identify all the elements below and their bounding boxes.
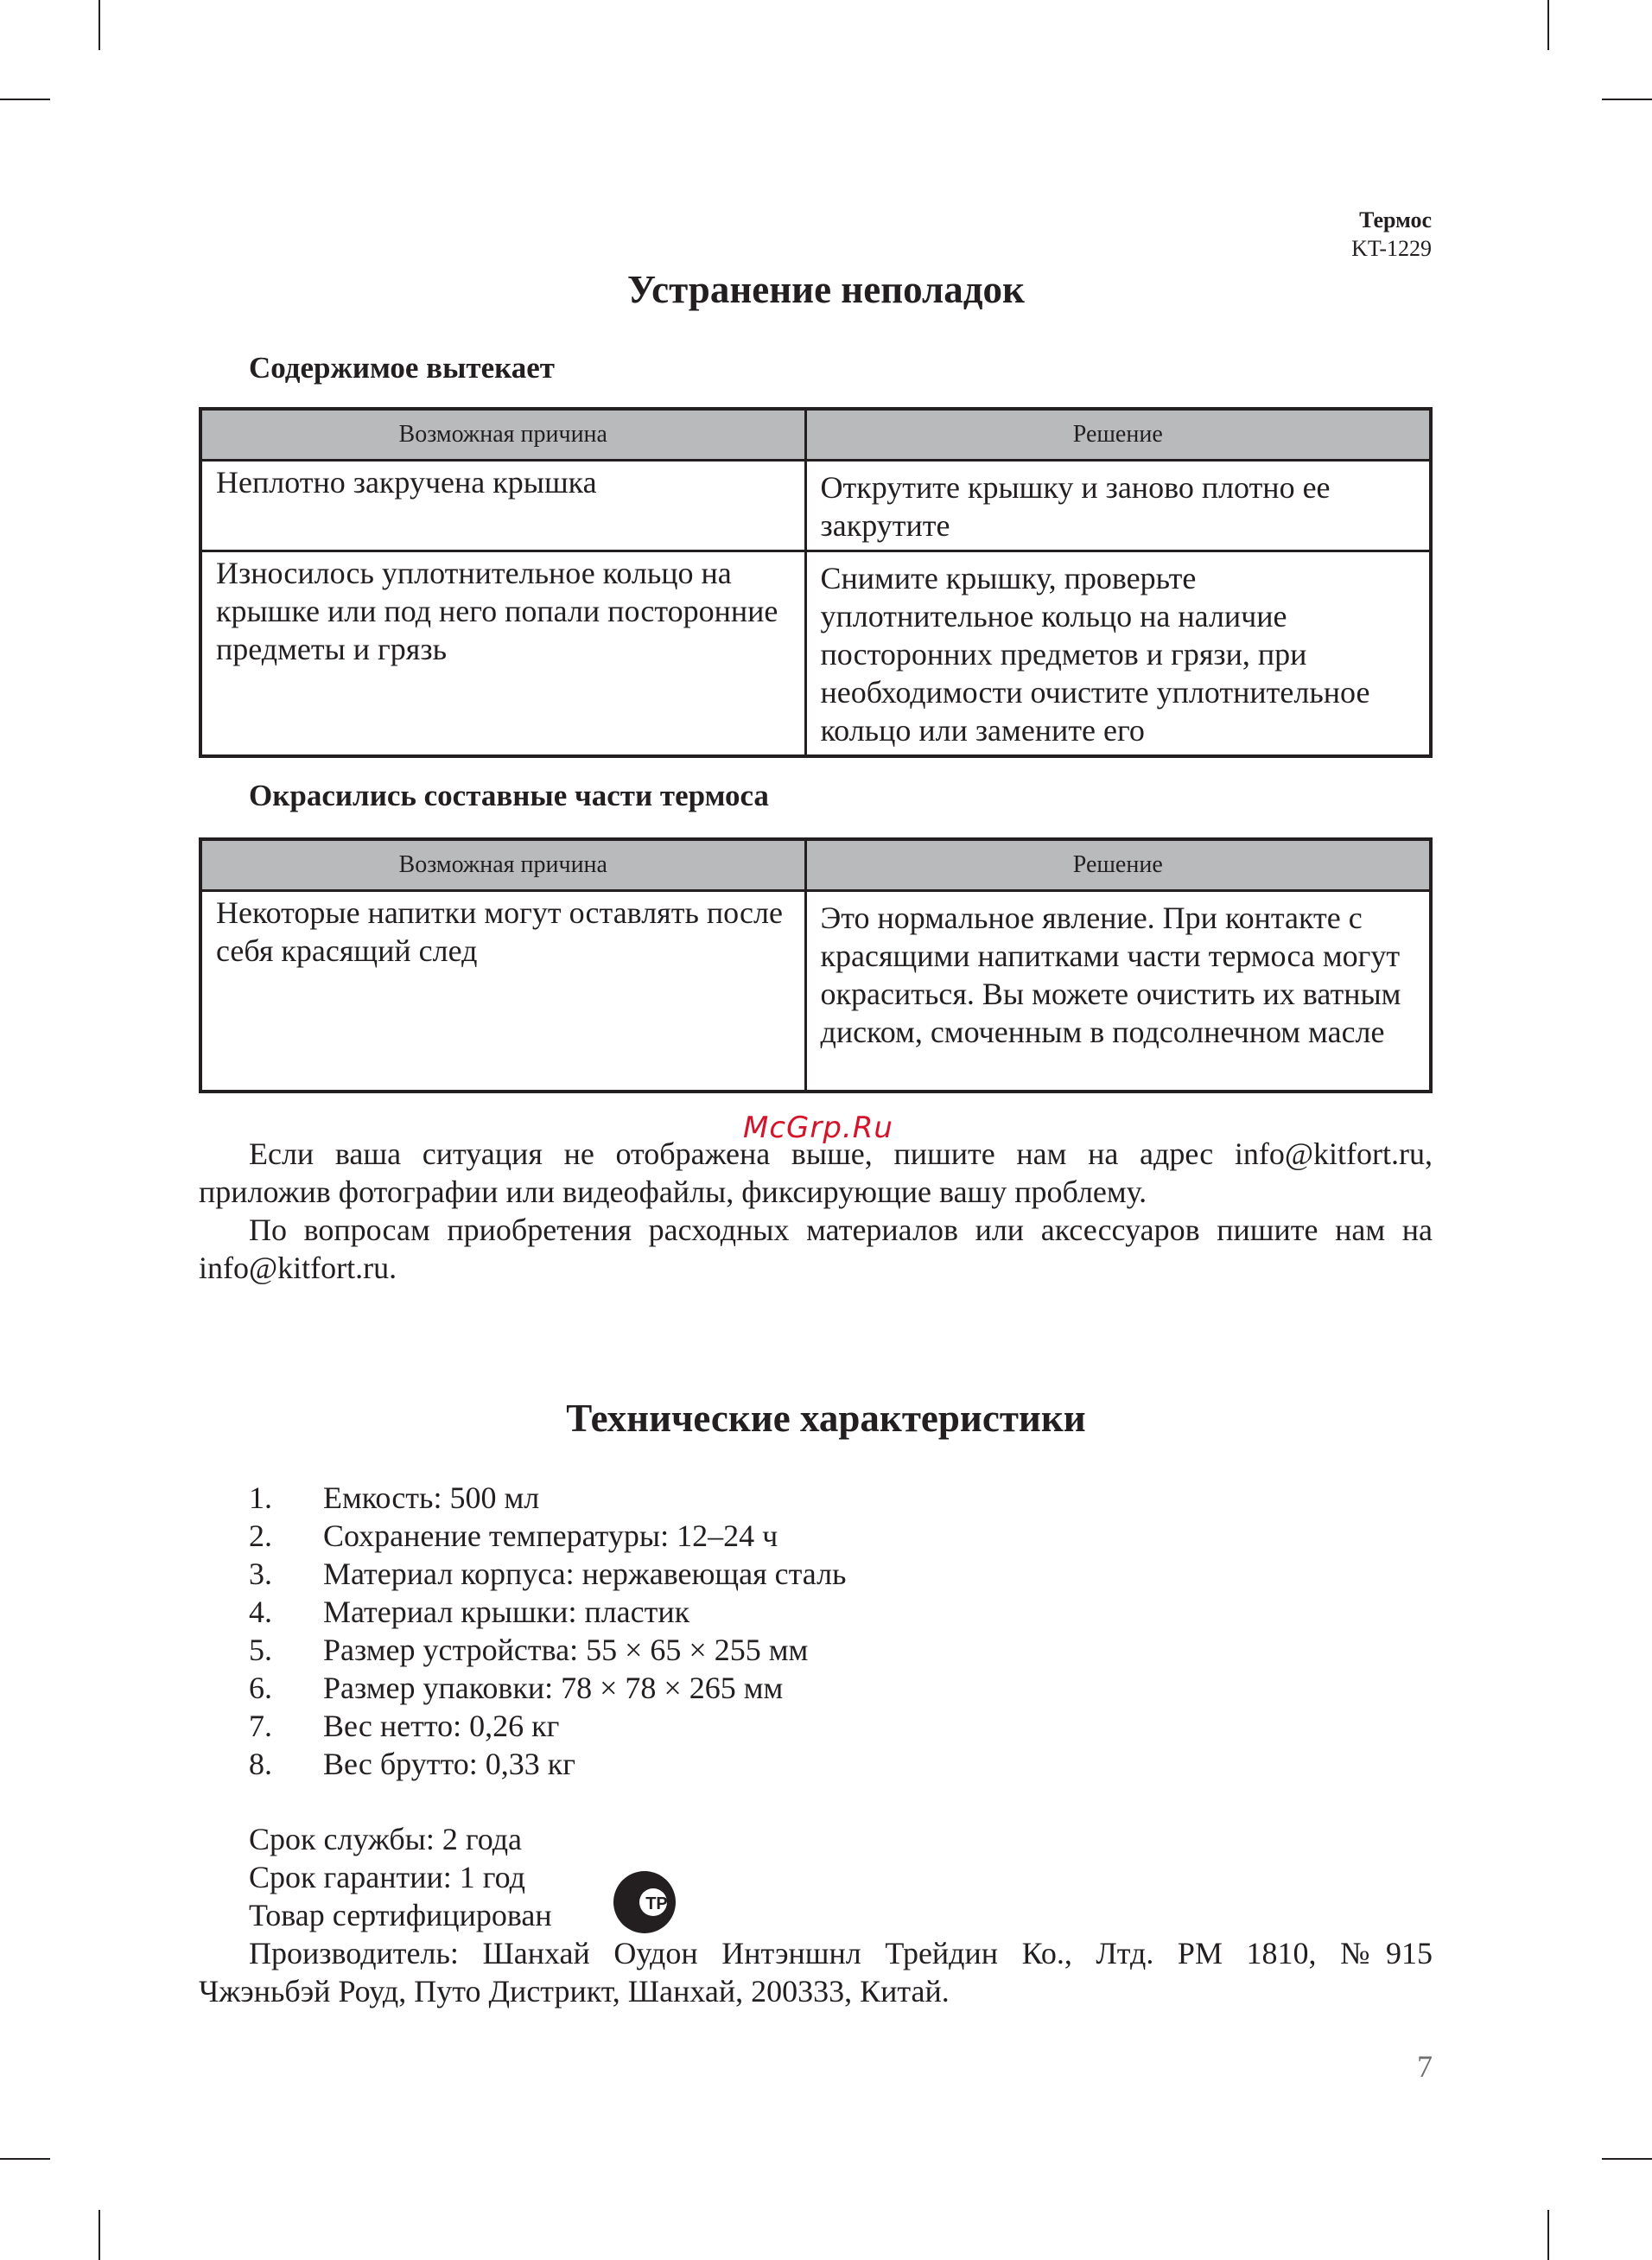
accessories-note <box>199 1211 1433 1287</box>
column-header-cause: Возможная причина <box>200 839 805 891</box>
cause-cell: Износилось уплотнительное кольцо на крышке или под него попали посторонние предметы и грязь <box>200 551 805 757</box>
list-item-text: Размер устройства: 55 × 65 × 255 мм <box>323 1633 809 1667</box>
specs-list <box>249 1479 846 1783</box>
solution-cell: Снимите крышку, проверьте уплотнительное кольцо на наличие посторонних предметов и грязи, при необходимости очистите уплотнительное кольцо или замените его <box>805 551 1431 757</box>
table-header-row <box>200 839 1431 891</box>
cert-mark-text: ТР <box>645 1894 668 1913</box>
column-header-cause: Возможная причина <box>200 409 805 461</box>
solution-cell: Это нормальное явление. При контакте с красящими напитками части термоса могут окраситься. Вы можете очистить их ватным диском, смоченным в подсолнечном масле <box>805 891 1431 1092</box>
crop-mark <box>0 2158 50 2160</box>
list-item-number: 6. <box>249 1671 272 1705</box>
section-heading-stain: Окрасились составные части термоса <box>249 779 769 812</box>
list-item-text: Материал крышки: пластик <box>323 1595 690 1629</box>
list-item-number: 3. <box>249 1557 272 1591</box>
list-item <box>249 1745 846 1783</box>
table-row <box>200 461 1431 551</box>
list-item-number: 8. <box>249 1747 272 1781</box>
accessories-note-text: По вопросам приобретения расходных материалов или аксессуаров пишите нам на info@kitfort.ru. <box>199 1213 1433 1285</box>
list-item-number: 1. <box>249 1480 272 1515</box>
cause-cell: Неплотно закручена крышка <box>200 461 805 551</box>
table-row <box>200 891 1431 1092</box>
crop-mark <box>1602 2158 1652 2160</box>
troubleshooting-table-leak <box>199 407 1433 758</box>
specs-title: Технические характеристики <box>566 1397 1086 1440</box>
manufacturer-line-1: Производитель: Шанхай Оудон Интэншнл Трейдин Ко., Лтд. РМ 1810, №915 <box>249 1936 1433 1970</box>
certified-note: Товар сертифицирован <box>249 1898 552 1932</box>
header-product: Термос <box>1359 207 1432 232</box>
table-header-row <box>200 409 1431 461</box>
list-item-number: 4. <box>249 1595 272 1629</box>
list-item-text: Вес нетто: 0,26 кг <box>323 1709 560 1743</box>
list-item <box>249 1669 846 1707</box>
page-number: 7 <box>1417 2049 1433 2084</box>
list-item-text: Материал корпуса: нержавеющая сталь <box>323 1557 847 1591</box>
cause-cell: Некоторые напитки могут оставлять после себя красящий след <box>200 891 805 1092</box>
manufacturer-line-2: Чжэньбэй Роуд, Путо Дистрикт, Шанхай, 200333, Китай. <box>199 1974 950 2009</box>
crop-mark <box>98 2210 100 2260</box>
list-item-text: Емкость: 500 мл <box>323 1480 540 1515</box>
contact-note-text: Если ваша ситуация не отображена выше, пишите нам на адрес info@kitfort.ru, приложив фотографии или видеофайлы, фиксирующие вашу проблему. <box>199 1136 1433 1209</box>
list-item <box>249 1555 846 1593</box>
crop-mark <box>1547 0 1549 50</box>
list-item-text: Сохранение температуры: 12–24 ч <box>323 1518 778 1553</box>
list-item-number: 7. <box>249 1709 272 1743</box>
list-item-number: 2. <box>249 1518 272 1553</box>
certification-mark-icon <box>613 1871 693 1933</box>
list-item <box>249 1593 846 1631</box>
section-heading-leak: Содержимое вытекает <box>249 351 555 385</box>
list-item-number: 5. <box>249 1633 272 1667</box>
header-model: KT-1229 <box>1351 236 1432 261</box>
watermark: McGrp.Ru <box>743 1111 893 1145</box>
table-row <box>200 551 1431 757</box>
service-life: Срок службы: 2 года <box>249 1822 523 1856</box>
crop-mark <box>0 99 50 100</box>
list-item <box>249 1479 846 1517</box>
contact-note <box>199 1135 1433 1211</box>
troubleshooting-title: Устранение неполадок <box>627 268 1025 311</box>
list-item-text: Вес брутто: 0,33 кг <box>323 1747 575 1781</box>
crop-mark <box>1602 99 1652 100</box>
troubleshooting-table-stain <box>199 837 1433 1093</box>
warranty: Срок гарантии: 1 год <box>249 1860 525 1894</box>
solution-cell: Открутите крышку и заново плотно ее закрутите <box>805 461 1431 551</box>
column-header-solution: Решение <box>805 839 1431 891</box>
crop-mark <box>1547 2210 1549 2260</box>
column-header-solution: Решение <box>805 409 1431 461</box>
service-info <box>249 1820 552 1934</box>
list-item <box>249 1517 846 1555</box>
crop-mark <box>98 0 100 50</box>
list-item <box>249 1631 846 1669</box>
list-item-text: Размер упаковки: 78 × 78 × 265 мм <box>323 1671 784 1705</box>
list-item <box>249 1707 846 1745</box>
running-header <box>1351 206 1432 263</box>
manufacturer-info <box>199 1934 1433 2010</box>
